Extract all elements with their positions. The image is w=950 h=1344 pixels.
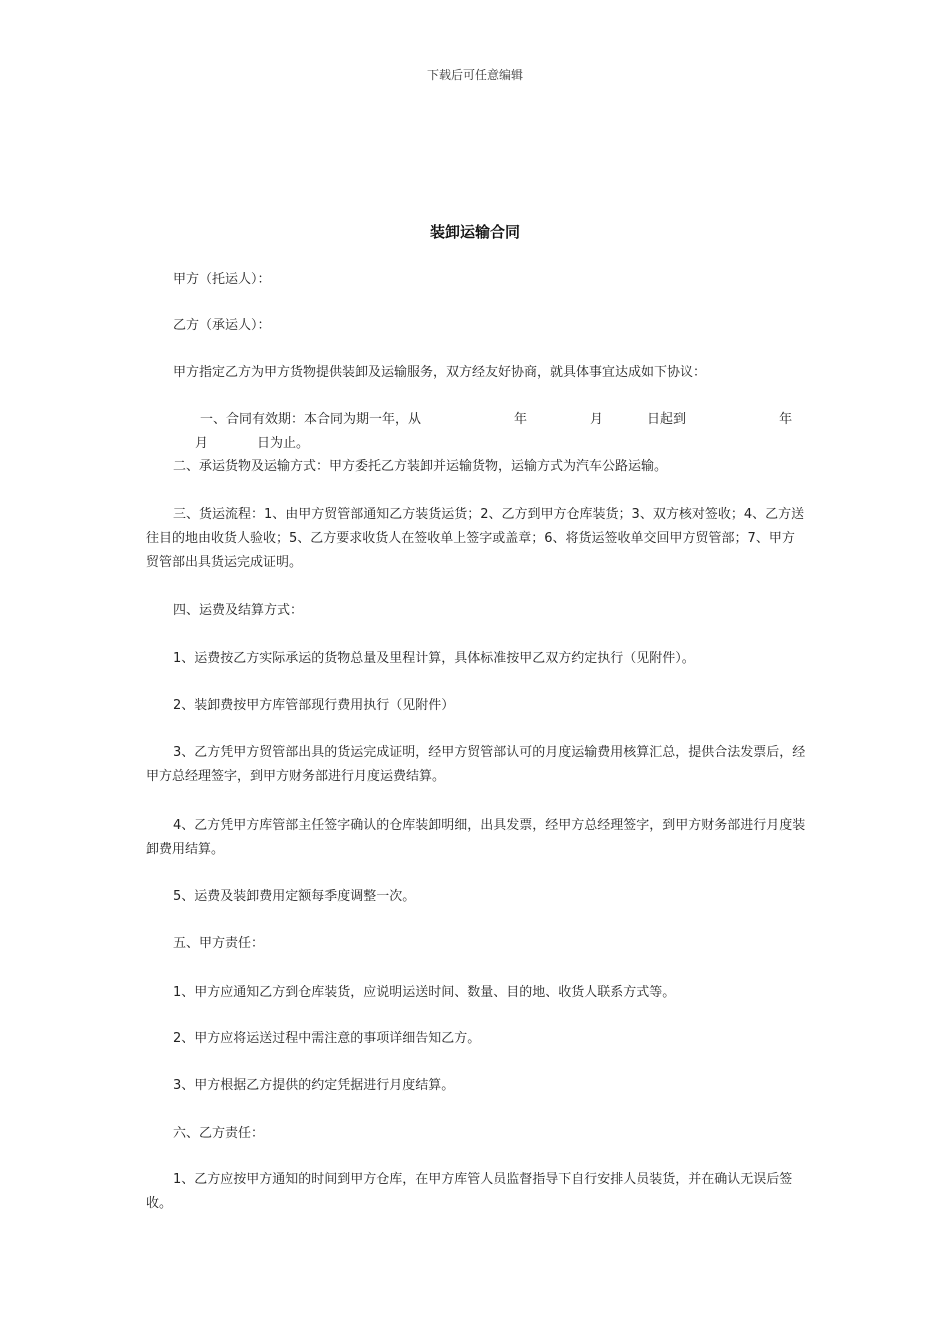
section-4-item: 2、装卸费按甲方库管部现行费用执行（见附件） [173,698,455,713]
term-year-start: 年 [514,412,528,427]
section-5-item: 3、甲方根据乙方提供的约定凭据进行月度结算。 [173,1078,455,1093]
section-4-item: 5、运费及装卸费用定额每季度调整一次。 [173,889,416,904]
preamble: 甲方指定乙方为甲方货物提供装卸及运输服务，双方经友好协商，就具体事宜达成如下协议： [173,365,707,380]
header-note: 下载后可任意编辑 [426,68,523,82]
term-clause [146,408,806,456]
term-prefix: 一、合同有效期：本合同为期一年，从 [200,412,422,427]
section-3: 三、货运流程：1、由甲方贸管部通知乙方装货运货；2、乙方到甲方仓库装货；3、双方核对签收；4、乙方送往目的地由收货人验收；5、乙方要求收货人在签收单上签字或盖章；6、将货运签收单交回甲方贸管部；7、甲方贸管部出具货运完成证明。 [146,507,805,570]
section-4-item: 3、乙方凭甲方贸管部出具的货运完成证明，经甲方贸管部认可的月度运输费用核算汇总，提供合法发票后，经甲方总经理签字，到甲方财务部进行月度运费结算。 [146,745,806,784]
term-day-start: 日起到 [647,412,687,427]
term-month-start: 月 [590,412,604,427]
section-2: 二、承运货物及运输方式：甲方委托乙方装卸并运输货物，运输方式为汽车公路运输。 [173,459,668,474]
section-6-item: 1、乙方应按甲方通知的时间到甲方仓库，在甲方库管人员监督指导下自行安排人员装货，并在确认无误后签收。 [146,1172,793,1211]
section-4-item: 1、运费按乙方实际承运的货物总量及里程计算，具体标准按甲乙双方约定执行（见附件）。 [173,651,695,666]
section-4-heading: 四、运费及结算方式： [173,603,304,618]
section-5-item: 2、甲方应将运送过程中需注意的事项详细告知乙方。 [173,1031,481,1046]
document-title: 装卸运输合同 [429,223,520,241]
term-day-end: 日为止。 [257,436,310,451]
term-year-end: 年 [779,412,793,427]
party-b-line: 乙方（承运人）： [173,318,271,333]
section-6-heading: 六、乙方责任： [173,1126,265,1141]
section-4-item: 4、乙方凭甲方库管部主任签字确认的仓库装卸明细，出具发票，经甲方总经理签字，到甲方财务部进行月度装卸费用结算。 [146,818,806,857]
section-5-item: 1、甲方应通知乙方到仓库装货，应说明运送时间、数量、目的地、收货人联系方式等。 [173,985,676,1000]
section-5-heading: 五、甲方责任： [173,936,265,951]
term-month-end: 月 [195,436,209,451]
party-a-line: 甲方（托运人）： [173,272,271,287]
